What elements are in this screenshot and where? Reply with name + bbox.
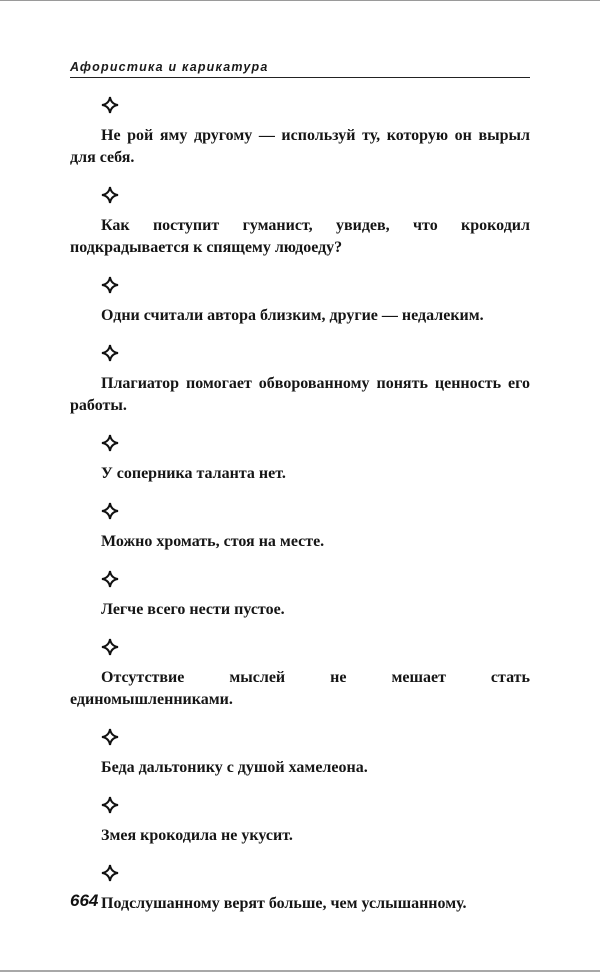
aphorism-entry: [70, 276, 530, 327]
page-number: 664: [70, 891, 99, 910]
star-separator-icon: [101, 864, 119, 882]
star-separator-icon: [101, 570, 119, 588]
star-separator-icon: [101, 638, 119, 656]
aphorism-text: Одни считали автора близким, другие — недалеким.: [101, 307, 484, 324]
aphorism-text: Беда дальтонику с душой хамелеона.: [101, 759, 368, 776]
aphorism-entry: [70, 796, 530, 847]
aphorism-entry: [70, 344, 530, 417]
star-separator-icon: [101, 186, 119, 204]
aphorism-text: Подслушанному верят больше, чем услышанному.: [101, 895, 467, 912]
running-head-title: Афористика и карикатура: [70, 60, 269, 74]
aphorism-text: Можно хромать, стоя на месте.: [101, 533, 325, 550]
star-separator-icon: [101, 344, 119, 362]
aphorism-entry: [70, 864, 530, 915]
aphorism-text: Плагиатор помогает обворованному понять ценность его работы.: [70, 375, 530, 414]
star-separator-icon: [101, 796, 119, 814]
aphorism-entry: [70, 434, 530, 485]
aphorism-text: Отсутствие мыслей не мешает стать единомышленниками.: [70, 669, 530, 708]
aphorism-text: У соперника таланта нет.: [101, 465, 286, 482]
aphorism-entry: [70, 638, 530, 711]
aphorism-list: [70, 96, 530, 915]
aphorism-text: Как поступит гуманист, увидев, что крокодил подкрадывается к спящему людоеду?: [70, 217, 530, 256]
aphorism-text: Легче всего нести пустое.: [101, 601, 285, 618]
aphorism-entry: [70, 728, 530, 779]
star-separator-icon: [101, 502, 119, 520]
running-head: [70, 60, 530, 78]
aphorism-entry: [70, 502, 530, 553]
aphorism-text: Змея крокодила не укусит.: [101, 827, 293, 844]
star-separator-icon: [101, 276, 119, 294]
star-separator-icon: [101, 728, 119, 746]
aphorism-entry: [70, 186, 530, 259]
star-separator-icon: [101, 434, 119, 452]
aphorism-entry: [70, 96, 530, 169]
page-top-edge: [0, 0, 600, 1]
star-separator-icon: [101, 96, 119, 114]
aphorism-text: Не рой яму другому — используй ту, которую он вырыл для себя.: [70, 127, 530, 166]
aphorism-entry: [70, 570, 530, 621]
